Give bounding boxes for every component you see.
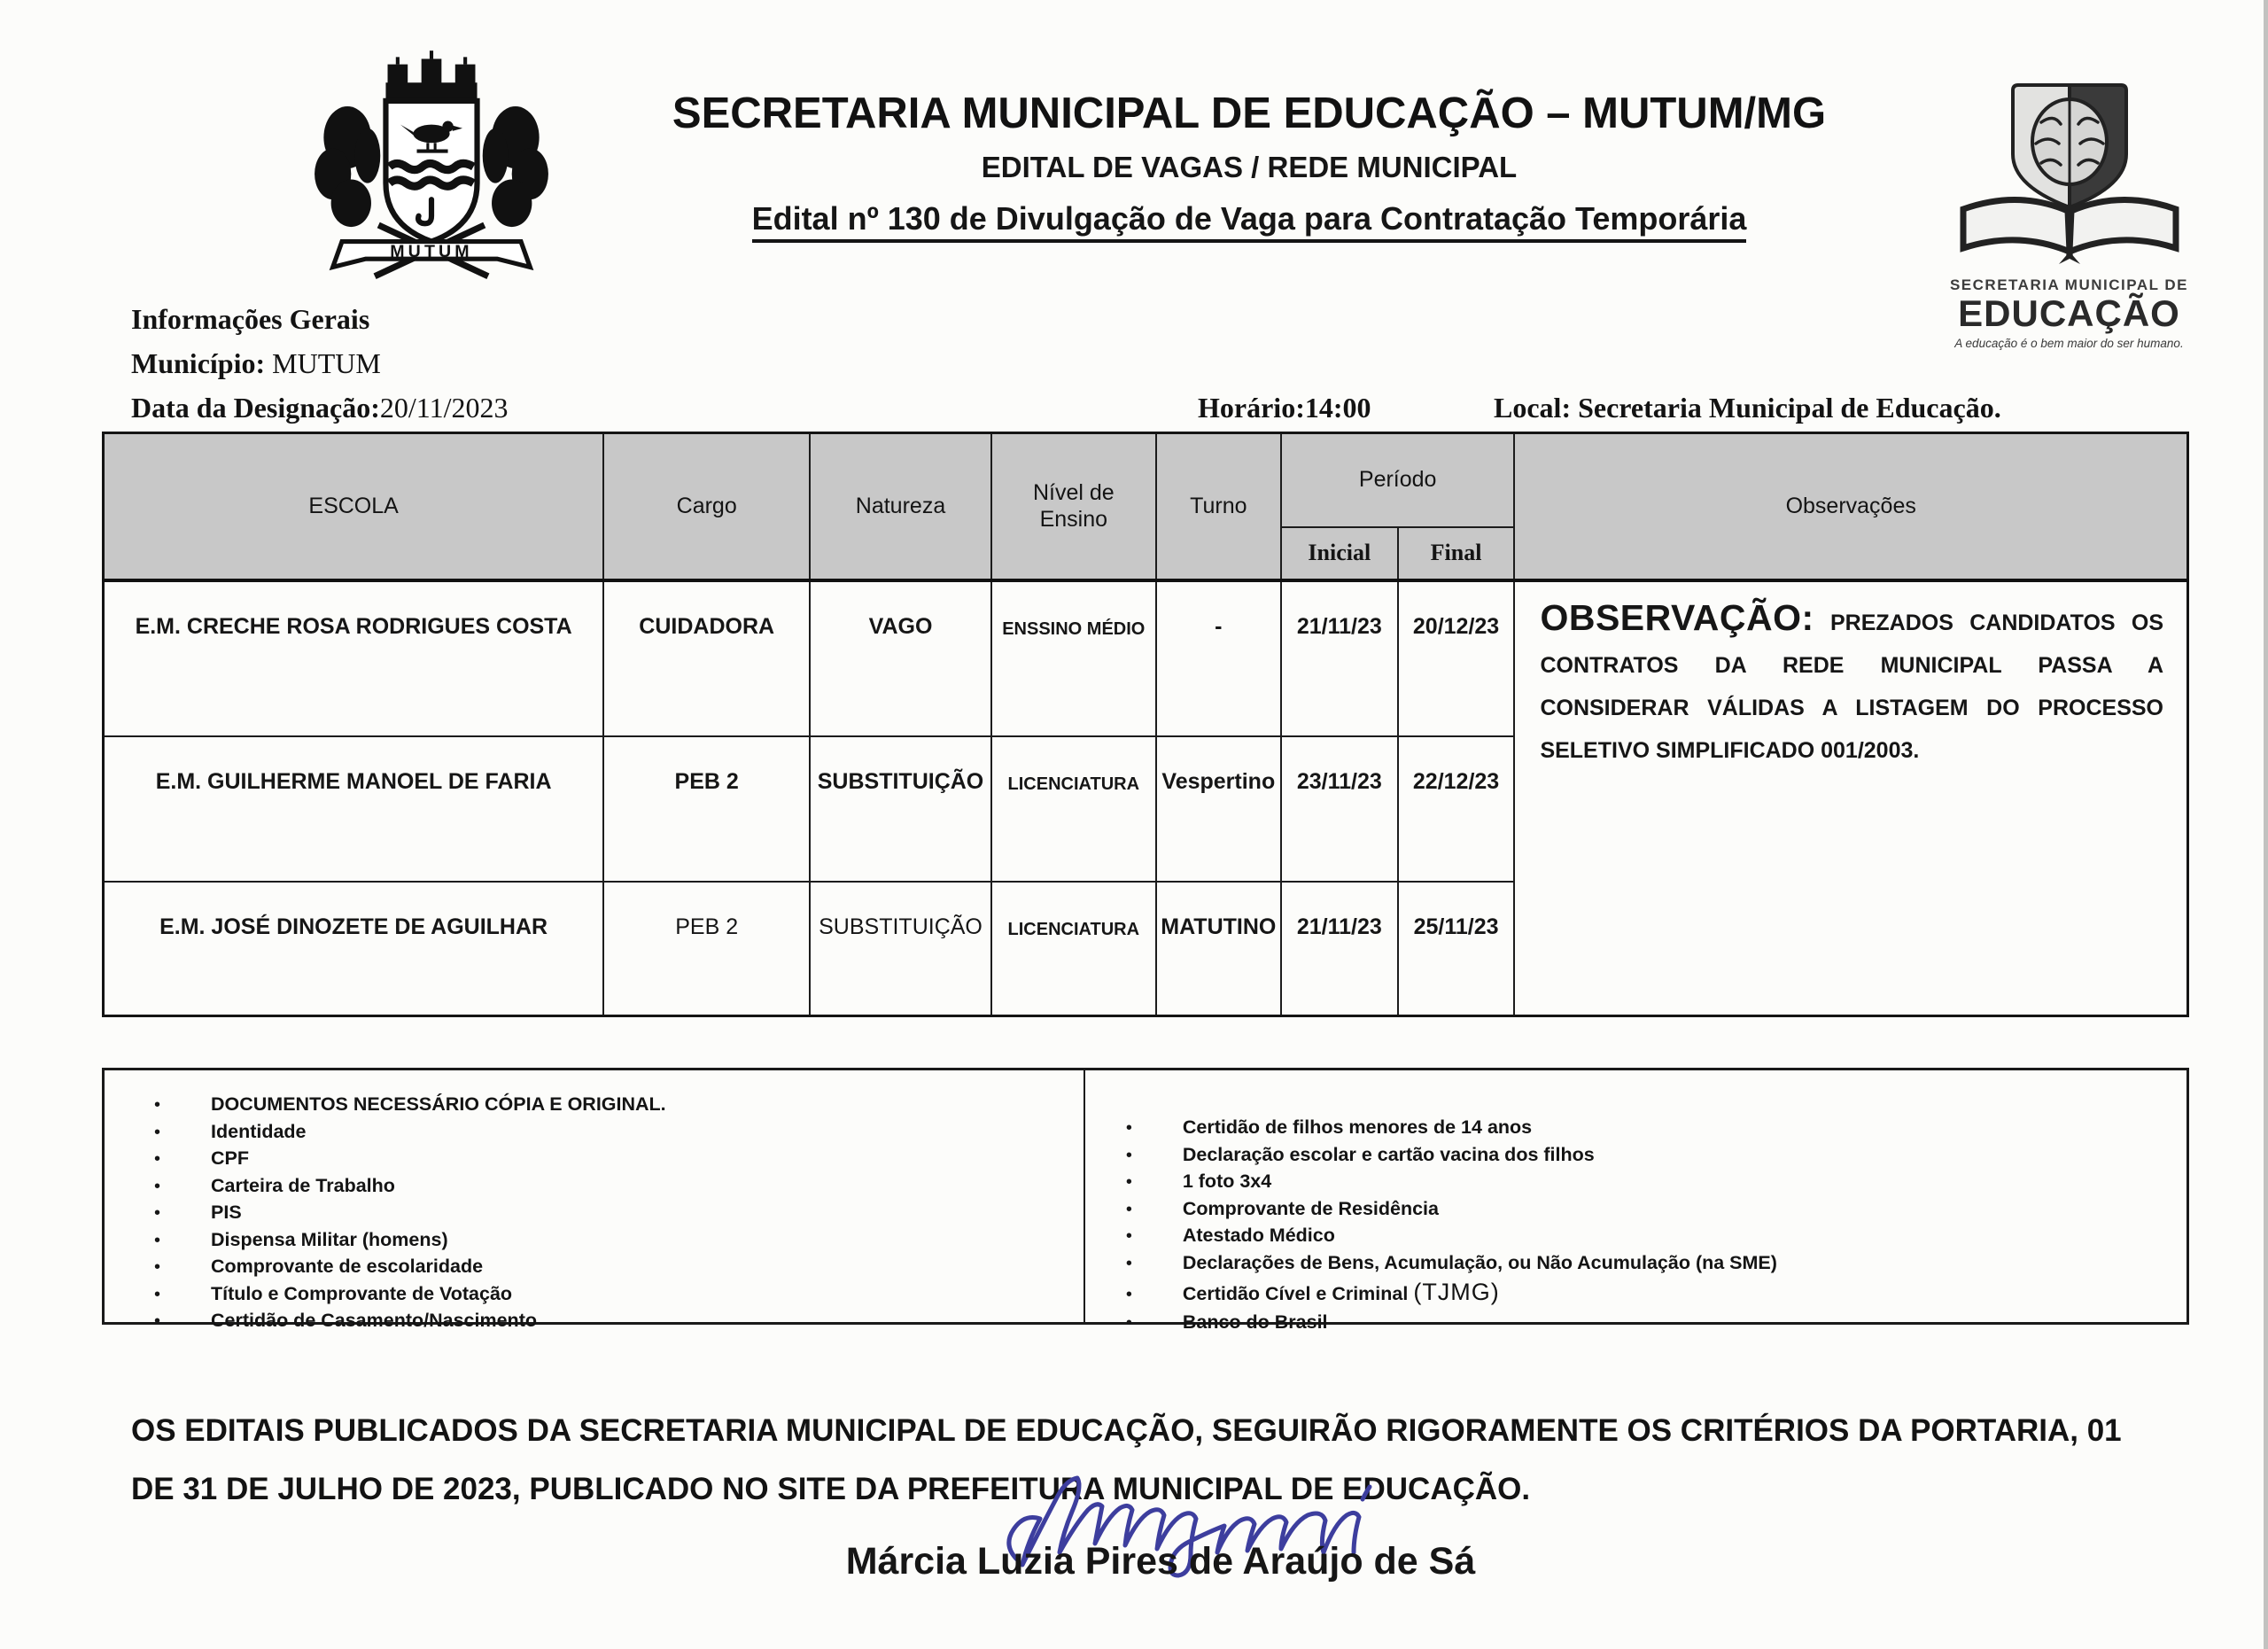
bullet-icon: • [1125, 1145, 1132, 1165]
observacao-text: PREZADOS CANDIDATOS OS CONTRATOS DA REDE MUNICIPAL PASSA A CONSIDERAR VÁLIDAS A LISTAGEM DO PROCESSO SELETIVO SIMPLIFICADO 001/2003. [1540, 610, 2163, 763]
col-cargo: Cargo [603, 433, 810, 580]
closing-line-1: OS EDITAIS PUBLICADOS DA SECRETARIA MUNICIPAL DE EDUCAÇÃO, SEGUIRÃO RIGORAMENTE OS CRITÉRIOS DA PORTARIA, 01 [131, 1413, 2122, 1448]
edital-line: Edital nº 130 de Divulgação de Vaga para Contratação Temporária [567, 200, 1931, 237]
info-designation-line [131, 392, 2195, 436]
bullet-icon: • [154, 1257, 161, 1277]
info-municipio [131, 347, 2195, 392]
bullet-icon: • [154, 1203, 161, 1223]
col-final: Final [1398, 527, 1515, 580]
edu-logo-line1: SECRETARIA MUNICIPAL DE [1949, 276, 2189, 293]
cell-cargo: PEB 2 [603, 736, 810, 882]
brain-book-icon [1937, 78, 2202, 268]
bullet-icon: • [1125, 1253, 1132, 1273]
data-value: 20/11/2023 [379, 392, 509, 424]
crest-banner-text: MUTUM [390, 242, 473, 262]
list-item: • Identidade [154, 1120, 307, 1142]
cell-turno: MATUTINO [1156, 882, 1281, 1016]
mutum-coat-of-arms-icon [294, 46, 569, 284]
info-heading: Informações Gerais [131, 303, 370, 335]
bullet-icon: • [154, 1230, 161, 1250]
cell-final: 25/11/23 [1398, 882, 1515, 1016]
col-escola: ESCOLA [104, 433, 604, 580]
signature-block [0, 1540, 2268, 1583]
list-item: • Declarações de Bens, Acumulação, ou Não Acumulação (na SME) [1125, 1251, 1777, 1273]
municipio-label: Município: [131, 347, 266, 379]
cell-cargo: PEB 2 [603, 882, 810, 1016]
cell-escola: E.M. CRECHE ROSA RODRIGUES COSTA [104, 580, 604, 736]
bullet-icon: • [154, 1095, 161, 1115]
page-title: SECRETARIA MUNICIPAL DE EDUCAÇÃO – MUTUM/MG [672, 89, 1827, 137]
list-item: • Certidão Cível e Criminal (TJMG) [1125, 1279, 1500, 1305]
list-item: • DOCUMENTOS NECESSÁRIO CÓPIA E ORIGINAL. [154, 1093, 666, 1115]
list-item: • Título e Comprovante de Votação [154, 1282, 513, 1304]
cell-inicial: 23/11/23 [1281, 736, 1398, 882]
documents-left-column [105, 1070, 1085, 1331]
cell-final: 22/12/23 [1398, 736, 1515, 882]
general-info-section [131, 303, 2195, 436]
list-item: • Dispensa Militar (homens) [154, 1228, 448, 1250]
header-titles [567, 89, 1931, 237]
col-inicial: Inicial [1281, 527, 1398, 580]
list-item: • Comprovante de escolaridade [154, 1256, 484, 1277]
bullet-icon: • [1125, 1285, 1132, 1304]
local: Local: Secretaria Municipal de Educação. [1494, 392, 2001, 424]
documents-right-column [1085, 1070, 2186, 1333]
bullet-icon: • [154, 1149, 161, 1169]
cell-natureza: SUBSTITUIÇÃO [810, 882, 991, 1016]
col-periodo: Período [1281, 433, 1515, 527]
cell-nivel: LICENCIATURA [991, 882, 1156, 1016]
list-item: • Certidão de Casamento/Nascimento [154, 1310, 537, 1331]
table-row [104, 580, 2188, 736]
list-item: • Certidão de filhos menores de 14 anos [1125, 1116, 1533, 1138]
cell-cargo: CUIDADORA [603, 580, 810, 736]
tjmg-suffix: (TJMG) [1413, 1279, 1500, 1305]
col-nivel: Nível de Ensino [991, 433, 1156, 580]
list-item: • Declaração escolar e cartão vacina dos filhos [1125, 1143, 1595, 1165]
bullet-icon: • [1125, 1172, 1132, 1192]
col-natureza: Natureza [810, 433, 991, 580]
list-item: • Carteira de Trabalho [154, 1174, 395, 1196]
bullet-icon: • [154, 1176, 161, 1196]
table-header [104, 433, 2188, 580]
cell-natureza: SUBSTITUIÇÃO [810, 736, 991, 882]
cell-inicial: 21/11/23 [1281, 882, 1398, 1016]
list-item: • Comprovante de Residência [1125, 1197, 1439, 1219]
horario: Horário:14:00 [1198, 392, 1371, 424]
bullet-icon: • [1125, 1312, 1132, 1333]
col-observacoes: Observações [1514, 433, 2187, 580]
bullet-icon: • [154, 1284, 161, 1304]
list-item: • Atestado Médico [1125, 1225, 1335, 1246]
cell-turno: - [1156, 580, 1281, 736]
signer-name: Márcia Luzia Pires de Araújo de Sá [845, 1540, 1476, 1583]
municipio-value: MUTUM [272, 347, 381, 379]
data-label: Data da Designação: [131, 392, 380, 424]
list-item: • 1 foto 3x4 [1125, 1171, 1272, 1192]
cell-escola: E.M. GUILHERME MANOEL DE FARIA [104, 736, 604, 882]
cell-nivel: LICENCIATURA [991, 736, 1156, 882]
cell-escola: E.M. JOSÉ DINOZETE DE AGUILHAR [104, 882, 604, 1016]
list-item: • Banco do Brasil [1125, 1311, 1328, 1333]
cell-turno: Vespertino [1156, 736, 1281, 882]
cell-natureza: VAGO [810, 580, 991, 736]
closing-line-2: DE 31 DE JULHO DE 2023, PUBLICADO NO SITE DA PREFEITURA MUNICIPAL DE EDUCAÇÃO. [131, 1472, 1531, 1506]
list-item: • PIS [154, 1202, 242, 1223]
bullet-icon: • [1125, 1118, 1132, 1138]
observacao-cell [1514, 580, 2187, 1016]
edu-logo-line2: EDUCAÇÃO [1958, 292, 2180, 334]
page-subtitle: EDITAL DE VAGAS / REDE MUNICIPAL [981, 151, 1518, 183]
cell-final: 20/12/23 [1398, 580, 1515, 736]
cell-inicial: 21/11/23 [1281, 580, 1398, 736]
bullet-icon: • [154, 1311, 161, 1331]
cell-nivel: ENSSINO MÉDIO [991, 580, 1156, 736]
list-item: • CPF [154, 1147, 249, 1169]
bullet-icon: • [1125, 1226, 1132, 1246]
observacao-label: OBSERVAÇÃO: [1540, 596, 1814, 638]
bullet-icon: • [154, 1122, 161, 1142]
bullet-icon: • [1125, 1199, 1132, 1219]
edu-logo-tagline: A educação é o bem maior do ser humano. [1954, 337, 2184, 350]
vacancies-table [102, 432, 2189, 1017]
col-turno: Turno [1156, 433, 1281, 580]
crest-svg [294, 46, 569, 284]
documents-box [102, 1068, 2189, 1333]
